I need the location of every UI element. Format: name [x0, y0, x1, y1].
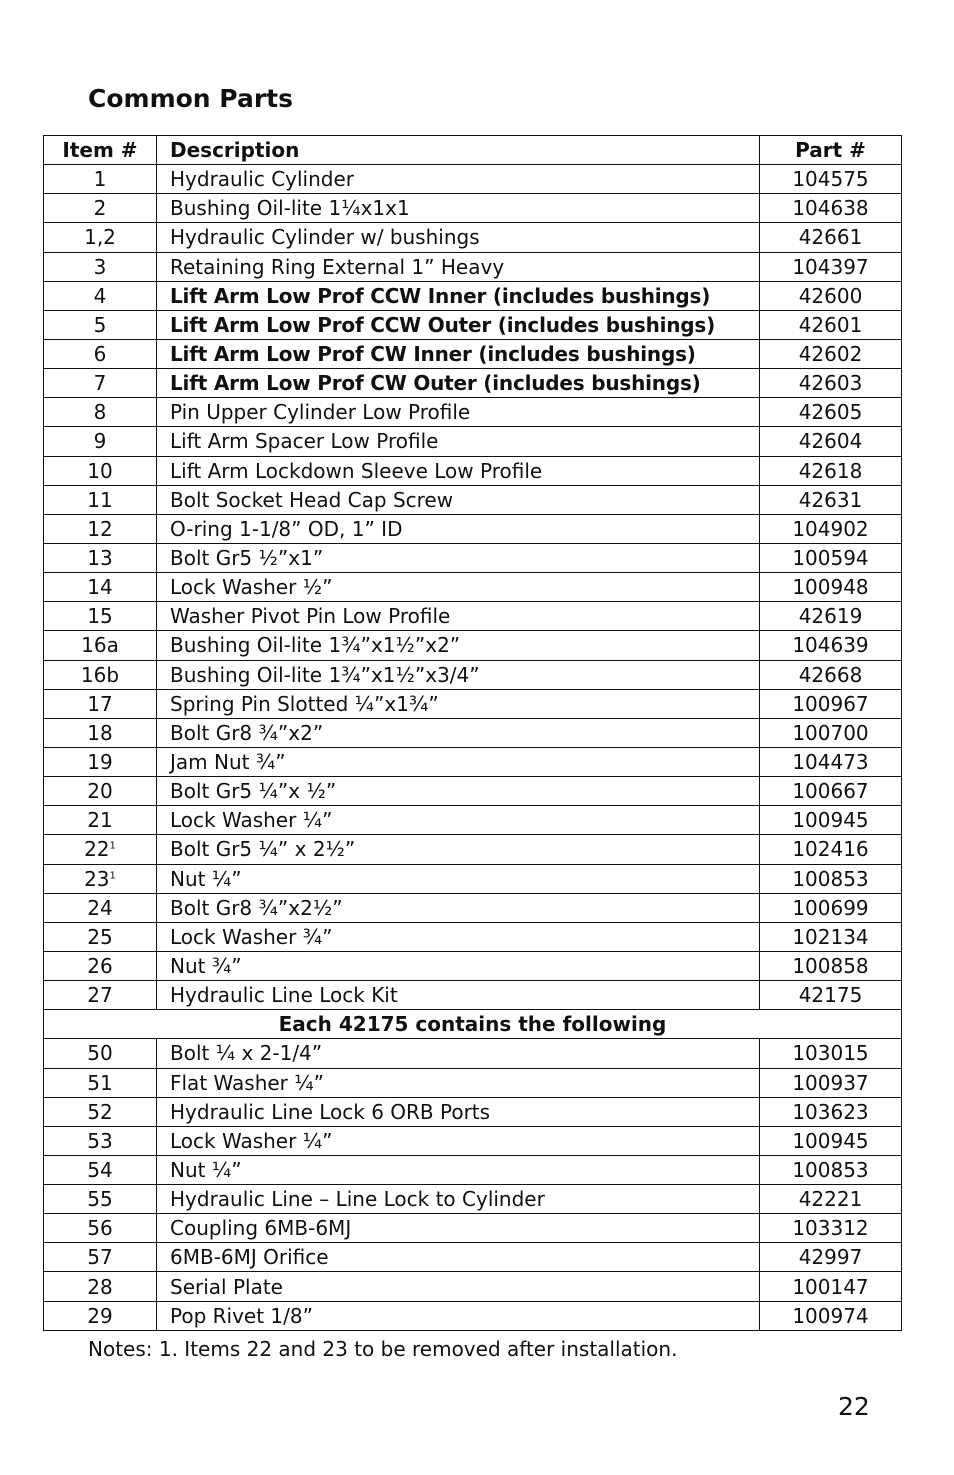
- part-number-cell: 104902: [760, 514, 902, 543]
- table-row: [44, 602, 902, 631]
- item-number: 15: [87, 604, 113, 629]
- item-number-cell: [44, 223, 157, 252]
- item-number: 53: [87, 1128, 113, 1153]
- item-number-cell: [44, 689, 157, 718]
- part-number-cell: 100937: [760, 1068, 902, 1097]
- table-row: [44, 660, 902, 689]
- item-number-cell: [44, 1068, 157, 1097]
- description-cell: Bolt Gr5 ¼”x ½”: [157, 777, 760, 806]
- item-number: 10: [87, 458, 113, 483]
- part-number-cell: 104473: [760, 747, 902, 776]
- description-cell: Lock Washer ¼”: [157, 806, 760, 835]
- item-number-cell: [44, 1126, 157, 1155]
- table-row: [44, 398, 902, 427]
- description-cell: Lock Washer ¾”: [157, 922, 760, 951]
- part-number-cell: 100853: [760, 864, 902, 893]
- table-row: [44, 922, 902, 951]
- item-number-cell: [44, 777, 157, 806]
- table-row: [44, 223, 902, 252]
- part-number-cell: 42602: [760, 339, 902, 368]
- parts-table: [43, 135, 902, 1331]
- item-number-cell: [44, 1214, 157, 1243]
- item-number: 2: [93, 196, 107, 221]
- item-number-cell: [44, 747, 157, 776]
- item-number-cell: [44, 1301, 157, 1330]
- item-number: 50: [87, 1041, 113, 1066]
- item-number: 20: [87, 779, 113, 804]
- description-cell: Lift Arm Low Prof CCW Inner (includes bushings): [157, 281, 760, 310]
- description-cell: Lift Arm Low Prof CCW Outer (includes bushings): [157, 310, 760, 339]
- item-number-cell: [44, 485, 157, 514]
- table-row: [44, 1301, 902, 1330]
- description-cell: Bushing Oil-lite 1¾”x1½”x2”: [157, 631, 760, 660]
- table-header-row: [44, 136, 902, 165]
- part-number-cell: 104397: [760, 252, 902, 281]
- description-cell: Lift Arm Low Prof CW Inner (includes bushings): [157, 339, 760, 368]
- item-number: 1,2: [84, 225, 116, 250]
- item-number-cell: [44, 951, 157, 980]
- description-cell: Lift Arm Spacer Low Profile: [157, 427, 760, 456]
- table-row: [44, 1272, 902, 1301]
- description-cell: Nut ¾”: [157, 951, 760, 980]
- item-number: 8: [93, 400, 107, 425]
- description-cell: O-ring 1-1/8” OD, 1” ID: [157, 514, 760, 543]
- item-number: 4: [93, 283, 107, 308]
- table-row: [44, 427, 902, 456]
- description-cell: Washer Pivot Pin Low Profile: [157, 602, 760, 631]
- part-number-cell: 100853: [760, 1155, 902, 1184]
- part-number-cell: 42619: [760, 602, 902, 631]
- table-row: [44, 310, 902, 339]
- part-number-cell: 100699: [760, 893, 902, 922]
- table-row: [44, 543, 902, 572]
- item-number-cell: [44, 718, 157, 747]
- table-row: [44, 165, 902, 194]
- part-number-cell: 100945: [760, 806, 902, 835]
- table-row: [44, 951, 902, 980]
- part-number-cell: 100700: [760, 718, 902, 747]
- item-number: 28: [87, 1274, 113, 1299]
- item-number-cell: [44, 893, 157, 922]
- item-number-cell: [44, 864, 157, 893]
- description-cell: Flat Washer ¼”: [157, 1068, 760, 1097]
- item-number-cell: [44, 369, 157, 398]
- part-number-cell: 102416: [760, 835, 902, 864]
- item-number: 16a: [81, 633, 119, 658]
- item-number: 6: [93, 342, 107, 367]
- item-number: 11: [87, 487, 113, 512]
- page-title: Common Parts: [88, 84, 293, 113]
- item-number: 3: [93, 254, 107, 279]
- item-number: 19: [87, 750, 113, 775]
- description-cell: 6MB-6MJ Orifice: [157, 1243, 760, 1272]
- item-number-cell: [44, 427, 157, 456]
- part-number-cell: 102134: [760, 922, 902, 951]
- item-number-cell: [44, 1039, 157, 1068]
- table-row: [44, 339, 902, 368]
- table-row: [44, 485, 902, 514]
- description-cell: Hydraulic Cylinder w/ bushings: [157, 223, 760, 252]
- description-cell: Lift Arm Low Prof CW Outer (includes bushings): [157, 369, 760, 398]
- table-row: [44, 631, 902, 660]
- part-number-cell: 42631: [760, 485, 902, 514]
- footnote-marker: 1: [109, 840, 116, 852]
- item-number-cell: [44, 981, 157, 1010]
- table-row: [44, 806, 902, 835]
- item-number: 24: [87, 895, 113, 920]
- part-number-cell: 42221: [760, 1185, 902, 1214]
- item-number: 17: [87, 691, 113, 716]
- item-number: 26: [87, 954, 113, 978]
- table-row: [44, 1155, 902, 1184]
- kit-section-label: Each 42175 contains the following: [44, 1010, 902, 1039]
- item-number: 12: [87, 516, 113, 541]
- part-number-cell: 100147: [760, 1272, 902, 1301]
- item-number: 1: [93, 167, 107, 192]
- item-number-cell: [44, 165, 157, 194]
- item-number: 29: [87, 1303, 113, 1328]
- item-number: 54: [87, 1157, 113, 1182]
- table-row: [44, 573, 902, 602]
- item-number-cell: [44, 252, 157, 281]
- item-number: 18: [87, 720, 113, 745]
- table-row: [44, 281, 902, 310]
- table-row: [44, 194, 902, 223]
- table-row: [44, 369, 902, 398]
- item-number: 7: [93, 371, 107, 396]
- table-row: [44, 1126, 902, 1155]
- part-number-cell: 42605: [760, 398, 902, 427]
- item-number-cell: [44, 194, 157, 223]
- item-number: 52: [87, 1099, 113, 1124]
- table-row: [44, 1068, 902, 1097]
- item-number-cell: [44, 835, 157, 864]
- part-number-cell: 100667: [760, 777, 902, 806]
- item-number: 55: [87, 1187, 113, 1212]
- item-number-cell: [44, 456, 157, 485]
- description-cell: Bolt Gr5 ½”x1”: [157, 543, 760, 572]
- item-number-cell: [44, 1097, 157, 1126]
- part-number-cell: 103312: [760, 1214, 902, 1243]
- description-cell: Jam Nut ¾”: [157, 747, 760, 776]
- item-number-cell: [44, 1185, 157, 1214]
- notes: Notes: 1. Items 22 and 23 to be removed after installation.: [88, 1337, 678, 1361]
- part-number-cell: 104575: [760, 165, 902, 194]
- item-number-cell: [44, 1272, 157, 1301]
- description-cell: Lock Washer ½”: [157, 573, 760, 602]
- header-part: Part #: [760, 136, 902, 165]
- item-number-cell: [44, 543, 157, 572]
- table-row: [44, 893, 902, 922]
- item-number: 21: [87, 808, 113, 833]
- item-number: 16b: [80, 662, 120, 687]
- table-row: [44, 835, 902, 864]
- table-row: [44, 514, 902, 543]
- part-number-cell: 104638: [760, 194, 902, 223]
- description-cell: Hydraulic Line – Line Lock to Cylinder: [157, 1185, 760, 1214]
- part-number-cell: 42175: [760, 981, 902, 1010]
- description-cell: Nut ¼”: [157, 864, 760, 893]
- part-number-cell: 42604: [760, 427, 902, 456]
- item-number: 25: [87, 924, 113, 949]
- description-cell: Bushing Oil-lite 1¾”x1½”x3/4”: [157, 660, 760, 689]
- item-number: 57: [87, 1245, 113, 1270]
- description-cell: Bolt ¼ x 2-1/4”: [157, 1039, 760, 1068]
- description-cell: Bolt Gr8 ¾”x2”: [157, 718, 760, 747]
- item-number: 9: [93, 429, 107, 454]
- item-number-cell: [44, 631, 157, 660]
- part-number-cell: 42997: [760, 1243, 902, 1272]
- part-number-cell: 100948: [760, 573, 902, 602]
- item-number: 22: [84, 837, 110, 862]
- footnote-marker: 1: [109, 869, 116, 881]
- kit-section-row: [44, 1010, 902, 1039]
- item-number: 56: [87, 1216, 113, 1241]
- header-item: Item #: [44, 136, 157, 165]
- part-number-cell: 42618: [760, 456, 902, 485]
- item-number-cell: [44, 573, 157, 602]
- part-number-cell: 104639: [760, 631, 902, 660]
- item-number-cell: [44, 514, 157, 543]
- part-number-cell: 42661: [760, 223, 902, 252]
- item-number-cell: [44, 398, 157, 427]
- description-cell: Bolt Gr5 ¼” x 2½”: [157, 835, 760, 864]
- description-cell: Bolt Socket Head Cap Screw: [157, 485, 760, 514]
- table-row: [44, 1243, 902, 1272]
- item-number-cell: [44, 1243, 157, 1272]
- part-number-cell: 100594: [760, 543, 902, 572]
- description-cell: Hydraulic Cylinder: [157, 165, 760, 194]
- table-row: [44, 981, 902, 1010]
- part-number-cell: 100858: [760, 951, 902, 980]
- item-number-cell: [44, 660, 157, 689]
- table-row: [44, 777, 902, 806]
- item-number: 13: [87, 546, 113, 571]
- item-number: 14: [87, 575, 113, 600]
- part-number-cell: 100967: [760, 689, 902, 718]
- item-number: 51: [87, 1070, 113, 1095]
- description-cell: Coupling 6MB-6MJ: [157, 1214, 760, 1243]
- item-number-cell: [44, 281, 157, 310]
- part-number-cell: 42600: [760, 281, 902, 310]
- description-cell: Lock Washer ¼”: [157, 1126, 760, 1155]
- table-row: [44, 1039, 902, 1068]
- description-cell: Retaining Ring External 1” Heavy: [157, 252, 760, 281]
- item-number-cell: [44, 310, 157, 339]
- description-cell: Pop Rivet 1/8”: [157, 1301, 760, 1330]
- description-cell: Lift Arm Lockdown Sleeve Low Profile: [157, 456, 760, 485]
- part-number-cell: 42603: [760, 369, 902, 398]
- table-row: [44, 1185, 902, 1214]
- description-cell: Spring Pin Slotted ¼”x1¾”: [157, 689, 760, 718]
- part-number-cell: 103015: [760, 1039, 902, 1068]
- description-cell: Serial Plate: [157, 1272, 760, 1301]
- description-cell: Pin Upper Cylinder Low Profile: [157, 398, 760, 427]
- header-description: Description: [157, 136, 760, 165]
- kit-table-body: [44, 1039, 902, 1330]
- item-number: 27: [87, 983, 113, 1008]
- description-cell: Bolt Gr8 ¾”x2½”: [157, 893, 760, 922]
- item-number-cell: [44, 1155, 157, 1184]
- item-number-cell: [44, 922, 157, 951]
- page-number: 22: [838, 1392, 870, 1421]
- table-row: [44, 718, 902, 747]
- description-cell: Bushing Oil-lite 1¼x1x1: [157, 194, 760, 223]
- description-cell: Nut ¼”: [157, 1155, 760, 1184]
- table-row: [44, 456, 902, 485]
- kit-section: [44, 1010, 902, 1039]
- item-number-cell: [44, 602, 157, 631]
- table-row: [44, 1214, 902, 1243]
- item-number: 5: [93, 312, 107, 337]
- part-number-cell: 42601: [760, 310, 902, 339]
- part-number-cell: 100974: [760, 1301, 902, 1330]
- description-cell: Hydraulic Line Lock Kit: [157, 981, 760, 1010]
- description-cell: Hydraulic Line Lock 6 ORB Ports: [157, 1097, 760, 1126]
- table-row: [44, 747, 902, 776]
- table-row: [44, 864, 902, 893]
- part-number-cell: 100945: [760, 1126, 902, 1155]
- item-number-cell: [44, 339, 157, 368]
- table-row: [44, 252, 902, 281]
- item-number-cell: [44, 806, 157, 835]
- table-row: [44, 1097, 902, 1126]
- part-number-cell: 103623: [760, 1097, 902, 1126]
- item-number: 23: [84, 866, 110, 891]
- parts-table-body: [44, 165, 902, 1010]
- table-row: [44, 689, 902, 718]
- part-number-cell: 42668: [760, 660, 902, 689]
